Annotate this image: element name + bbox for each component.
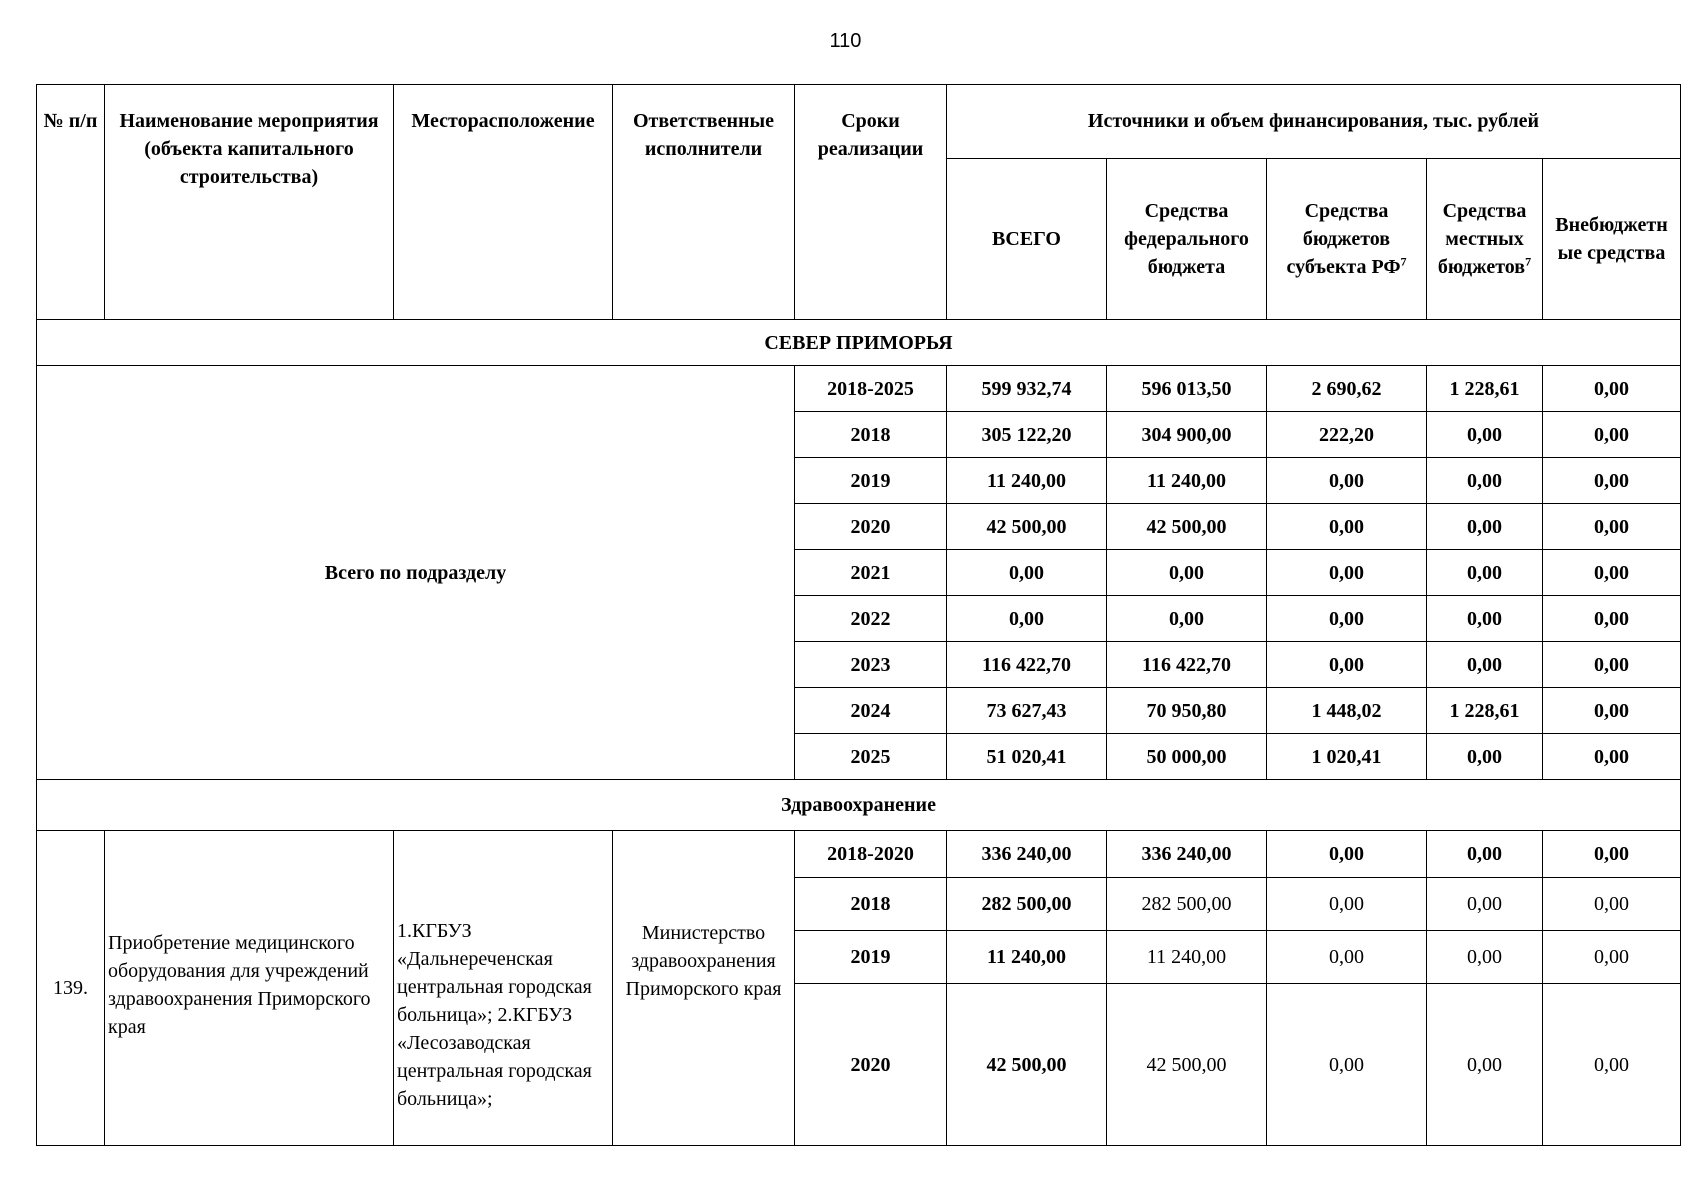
cell-local: 0,00 — [1427, 458, 1543, 504]
cell-local: 0,00 — [1427, 504, 1543, 550]
cell-period: 2018 — [795, 878, 947, 931]
cell-total: 282 500,00 — [947, 878, 1107, 931]
cell-subject: 1 020,41 — [1267, 734, 1427, 780]
item-name: Приобретение медицинского оборудования для учреждений здравоохранения Приморского края — [105, 831, 394, 1146]
header-location: Месторасположение — [394, 85, 613, 320]
cell-federal: 11 240,00 — [1107, 931, 1267, 984]
cell-federal: 0,00 — [1107, 550, 1267, 596]
cell-total: 116 422,70 — [947, 642, 1107, 688]
cell-total: 42 500,00 — [947, 504, 1107, 550]
cell-local: 0,00 — [1427, 550, 1543, 596]
cell-period: 2019 — [795, 931, 947, 984]
cell-local: 0,00 — [1427, 984, 1543, 1146]
cell-local: 0,00 — [1427, 412, 1543, 458]
header-total: ВСЕГО — [947, 159, 1107, 320]
section-north — [37, 320, 1681, 780]
header-extra: Внебюджетн ые средства — [1543, 159, 1681, 320]
cell-period: 2020 — [795, 504, 947, 550]
cell-total: 305 122,20 — [947, 412, 1107, 458]
cell-subject: 0,00 — [1267, 642, 1427, 688]
cell-period: 2023 — [795, 642, 947, 688]
header-executors: Ответственные исполнители — [613, 85, 795, 320]
cell-total: 51 020,41 — [947, 734, 1107, 780]
cell-federal: 0,00 — [1107, 596, 1267, 642]
header-local — [1427, 159, 1543, 320]
cell-period: 2024 — [795, 688, 947, 734]
cell-local: 1 228,61 — [1427, 366, 1543, 412]
cell-extra: 0,00 — [1543, 688, 1681, 734]
cell-extra: 0,00 — [1543, 458, 1681, 504]
cell-local: 0,00 — [1427, 642, 1543, 688]
item-location: 1.КГБУЗ «Дальнереченская центральная городская больница»; 2.КГБУЗ «Лесозаводская центральная городская больница»; — [394, 831, 613, 1146]
cell-extra: 0,00 — [1543, 984, 1681, 1146]
footnote-marker: 7 — [1400, 254, 1407, 269]
header-federal: Средства федерального бюджета — [1107, 159, 1267, 320]
cell-federal: 50 000,00 — [1107, 734, 1267, 780]
cell-total: 11 240,00 — [947, 458, 1107, 504]
cell-extra: 0,00 — [1543, 504, 1681, 550]
cell-total: 0,00 — [947, 596, 1107, 642]
table-row — [37, 366, 1681, 412]
cell-subject: 0,00 — [1267, 550, 1427, 596]
cell-federal: 596 013,50 — [1107, 366, 1267, 412]
cell-subject: 0,00 — [1267, 984, 1427, 1146]
cell-total: 599 932,74 — [947, 366, 1107, 412]
cell-subject: 222,20 — [1267, 412, 1427, 458]
cell-extra: 0,00 — [1543, 596, 1681, 642]
cell-period: 2019 — [795, 458, 947, 504]
cell-local: 0,00 — [1427, 596, 1543, 642]
cell-total: 73 627,43 — [947, 688, 1107, 734]
section-health-title: Здравоохранение — [37, 780, 1681, 831]
cell-extra: 0,00 — [1543, 734, 1681, 780]
header-terms: Сроки реализации — [795, 85, 947, 320]
table-row — [37, 831, 1681, 878]
cell-federal: 116 422,70 — [1107, 642, 1267, 688]
cell-local: 0,00 — [1427, 734, 1543, 780]
header-sources: Источники и объем финансирования, тыс. рублей — [947, 85, 1681, 159]
cell-total: 336 240,00 — [947, 831, 1107, 878]
cell-extra: 0,00 — [1543, 931, 1681, 984]
cell-subject: 0,00 — [1267, 504, 1427, 550]
subsection-total-label: Всего по подразделу — [37, 366, 795, 780]
cell-period: 2025 — [795, 734, 947, 780]
cell-federal: 42 500,00 — [1107, 504, 1267, 550]
cell-subject: 2 690,62 — [1267, 366, 1427, 412]
cell-federal: 70 950,80 — [1107, 688, 1267, 734]
cell-extra: 0,00 — [1543, 831, 1681, 878]
cell-subject: 0,00 — [1267, 458, 1427, 504]
page-number: 110 — [829, 30, 862, 52]
cell-subject: 0,00 — [1267, 931, 1427, 984]
cell-extra: 0,00 — [1543, 878, 1681, 931]
header-subject-label: Средства бюджетов субъекта РФ — [1286, 200, 1401, 278]
header-num: № п/п — [37, 85, 105, 320]
cell-local: 1 228,61 — [1427, 688, 1543, 734]
cell-federal: 11 240,00 — [1107, 458, 1267, 504]
cell-federal: 336 240,00 — [1107, 831, 1267, 878]
cell-period: 2020 — [795, 984, 947, 1146]
financing-table — [36, 84, 1681, 1146]
cell-local: 0,00 — [1427, 931, 1543, 984]
header-local-label: Средства местных бюджетов — [1437, 200, 1527, 278]
cell-subject: 0,00 — [1267, 831, 1427, 878]
item-number: 139. — [37, 831, 105, 1146]
cell-total: 42 500,00 — [947, 984, 1107, 1146]
cell-period: 2018-2020 — [795, 831, 947, 878]
item-executor: Министерство здравоохранения Приморского края — [613, 831, 795, 1146]
cell-period: 2022 — [795, 596, 947, 642]
cell-local: 0,00 — [1427, 831, 1543, 878]
footnote-marker: 7 — [1525, 254, 1532, 269]
cell-extra: 0,00 — [1543, 366, 1681, 412]
header-subject — [1267, 159, 1427, 320]
cell-total: 11 240,00 — [947, 931, 1107, 984]
cell-extra: 0,00 — [1543, 642, 1681, 688]
cell-subject: 0,00 — [1267, 878, 1427, 931]
cell-period: 2018 — [795, 412, 947, 458]
cell-local: 0,00 — [1427, 878, 1543, 931]
cell-extra: 0,00 — [1543, 550, 1681, 596]
cell-period: 2021 — [795, 550, 947, 596]
cell-period: 2018-2025 — [795, 366, 947, 412]
header-name: Наименование мероприятия (объекта капитального строительства) — [105, 85, 394, 320]
cell-subject: 0,00 — [1267, 596, 1427, 642]
cell-federal: 282 500,00 — [1107, 878, 1267, 931]
cell-extra: 0,00 — [1543, 412, 1681, 458]
cell-total: 0,00 — [947, 550, 1107, 596]
section-health — [37, 780, 1681, 1146]
cell-subject: 1 448,02 — [1267, 688, 1427, 734]
cell-federal: 42 500,00 — [1107, 984, 1267, 1146]
cell-federal: 304 900,00 — [1107, 412, 1267, 458]
section-north-title: СЕВЕР ПРИМОРЬЯ — [37, 320, 1681, 366]
